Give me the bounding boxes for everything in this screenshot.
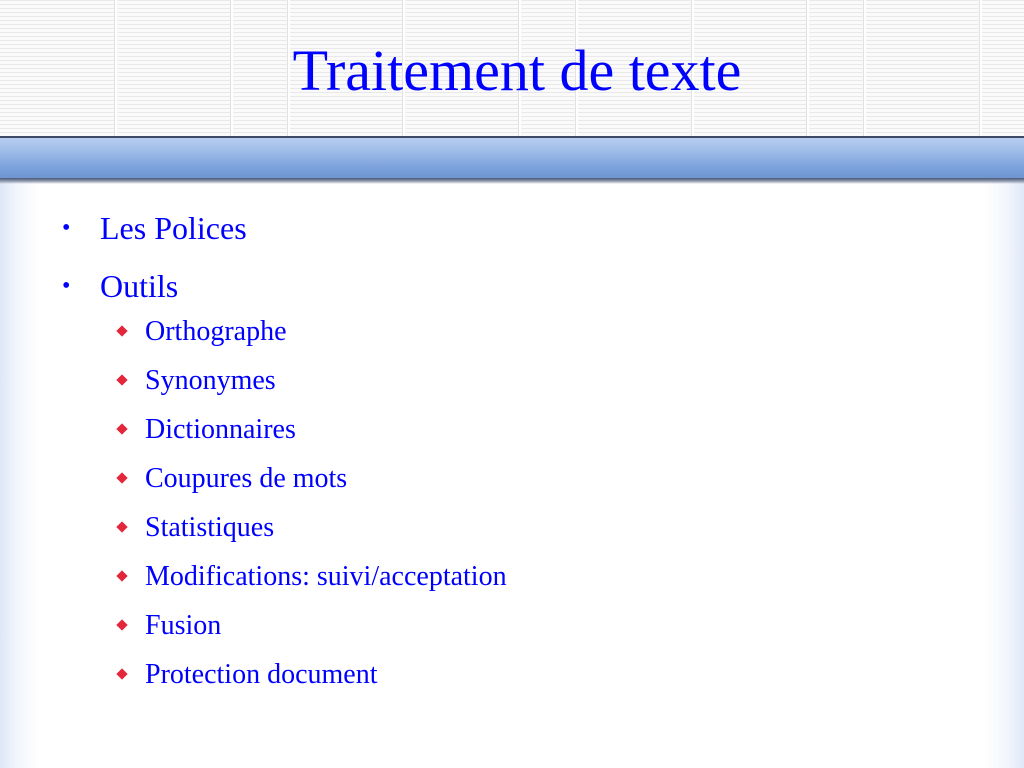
sub-bullet-item: [58, 510, 958, 546]
red-diamond-icon: [116, 668, 127, 679]
sub-bullet-item: [58, 314, 958, 350]
bullet-item: [58, 206, 958, 250]
right-edge-glow: [984, 180, 1024, 768]
bullet-item: [58, 264, 958, 308]
bullet-label: Les Polices: [100, 210, 247, 246]
left-edge-glow: [0, 180, 40, 768]
red-diamond-icon: [116, 472, 127, 483]
red-diamond-icon: [116, 570, 127, 581]
sub-bullet-label: Synonymes: [145, 365, 276, 396]
sub-bullet-item: [58, 608, 958, 644]
red-diamond-icon: [116, 374, 127, 385]
sub-bullet-item: [58, 412, 958, 448]
round-bullet-icon: •: [62, 273, 71, 299]
sub-bullet-list: [58, 314, 958, 693]
sub-bullet-group: [58, 314, 958, 693]
sub-bullet-label: Dictionnaires: [145, 414, 296, 445]
sub-bullet-label: Modifications: suivi/acceptation: [145, 561, 507, 592]
blue-accent-bar: [0, 138, 1024, 178]
sub-bullet-label: Fusion: [145, 610, 222, 641]
sub-bullet-label: Coupures de mots: [145, 463, 348, 494]
red-diamond-icon: [116, 619, 127, 630]
accent-bar-shadow: [0, 178, 1024, 184]
sub-bullet-item: [58, 461, 958, 497]
red-diamond-icon: [116, 325, 127, 336]
sub-bullet-label: Statistiques: [145, 512, 275, 543]
sub-bullet-label: Protection document: [145, 659, 378, 690]
red-diamond-icon: [116, 521, 127, 532]
red-diamond-icon: [116, 423, 127, 434]
round-bullet-icon: •: [62, 215, 71, 241]
bullet-list: [58, 206, 958, 706]
slide-title: Traitement de texte: [292, 38, 742, 103]
sub-bullet-item: [58, 559, 958, 595]
sub-bullet-item: [58, 363, 958, 399]
sub-bullet-item: [58, 657, 958, 693]
sub-bullet-label: Orthographe: [145, 316, 287, 347]
bullet-label: Outils: [100, 268, 179, 304]
